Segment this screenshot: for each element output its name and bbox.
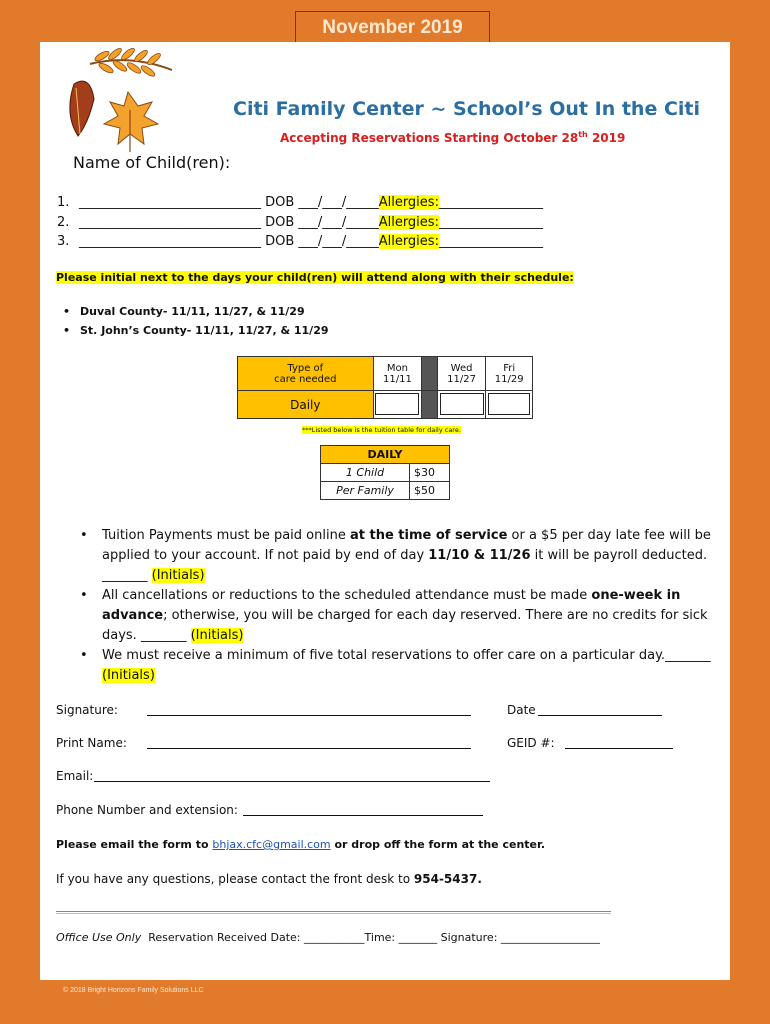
- date-label: Date: [507, 703, 536, 717]
- print-name-label: Print Name:: [56, 736, 127, 750]
- geid-input[interactable]: [565, 736, 673, 749]
- day-header-wed: Wed 11/27: [437, 357, 486, 391]
- policy-payment: • Tuition Payments must be paid online at the time of service or a $5 per day late fee will be applied to your account. If not paid by end of day 11/10 & 11/26 it will be payroll deducted. _______ (Initials): [102, 526, 722, 586]
- reservation-subtitle: Accepting Reservations Starting October 28th 2019: [280, 130, 626, 145]
- tuition-price: $50: [410, 482, 450, 500]
- phone-input[interactable]: [243, 803, 483, 816]
- child-row-1[interactable]: 1. ____________________________ DOB ___/___/_____Allergies:________________: [57, 195, 543, 210]
- county-item: • Duval County- 11/11, 11/27, & 11/29: [80, 305, 305, 318]
- email-instruction: Please email the form to bhjax.cfc@gmail.com or drop off the form at the center.: [56, 838, 546, 851]
- email-label: Email:: [56, 769, 94, 783]
- initial-box-mon[interactable]: [373, 391, 422, 419]
- children-label: Name of Child(ren):: [73, 153, 231, 172]
- tuition-header: DAILY: [321, 446, 450, 464]
- tuition-price: $30: [410, 464, 450, 482]
- signature-input[interactable]: [147, 703, 471, 716]
- initial-box-fri[interactable]: [486, 391, 533, 419]
- phone-label: Phone Number and extension:: [56, 803, 238, 817]
- form-page: [40, 42, 730, 980]
- child-row-3[interactable]: 3. ____________________________ DOB ___/___/_____Allergies:________________: [57, 234, 543, 249]
- attendance-instruction: Please initial next to the days your child(ren) will attend along with their schedule:: [56, 271, 574, 284]
- month-banner: [295, 11, 490, 43]
- center-email-link[interactable]: bhjax.cfc@gmail.com: [212, 838, 331, 851]
- date-input[interactable]: [538, 703, 662, 716]
- child-row-2[interactable]: 2. ____________________________ DOB ___/___/_____Allergies:________________: [57, 215, 543, 230]
- day-header-fri: Fri 11/29: [486, 357, 533, 391]
- contact-instruction: If you have any questions, please contact the front desk to 954-5437.: [56, 872, 482, 886]
- policy-cancellation: • All cancellations or reductions to the scheduled attendance must be made one-week in advance; otherwise, you will be charged for each day reserved. There are no credits for sick days. _______ (Initials): [102, 586, 722, 646]
- care-schedule-table: [237, 356, 533, 419]
- policy-list: [102, 526, 722, 686]
- tuition-label: 1 Child: [321, 464, 410, 482]
- tuition-label: Per Family: [321, 482, 410, 500]
- copyright-footer: © 2018 Bright Horizons Family Solutions LLC: [63, 987, 204, 994]
- tuition-table: [320, 445, 450, 500]
- office-use-section: Office Use Only Reservation Received Date: ___________Time: _______ Signature: __________________: [56, 931, 600, 944]
- geid-label: GEID #:: [507, 736, 555, 750]
- day-header-mon: Mon 11/11: [373, 357, 422, 391]
- office-divider: [56, 911, 611, 914]
- care-type-header: Type of care needed: [238, 357, 374, 391]
- signature-label: Signature:: [56, 703, 118, 717]
- initial-box-wed[interactable]: [437, 391, 486, 419]
- month-title: November 2019: [322, 17, 463, 38]
- email-input[interactable]: [94, 769, 490, 782]
- policy-minimum: • We must receive a minimum of five total reservations to offer care on a particular day._______ (Initials): [102, 646, 722, 686]
- autumn-leaves-icon: [60, 44, 175, 154]
- tuition-note: ***Listed below is the tuition table for daily care.: [302, 426, 461, 434]
- care-type-daily: Daily: [238, 391, 374, 419]
- print-name-input[interactable]: [147, 736, 471, 749]
- form-title: Citi Family Center ~ School’s Out In the Citi: [233, 98, 701, 120]
- county-item: • St. John’s County- 11/11, 11/27, & 11/29: [80, 324, 329, 337]
- table-divider: [422, 357, 438, 391]
- table-divider: [422, 391, 438, 419]
